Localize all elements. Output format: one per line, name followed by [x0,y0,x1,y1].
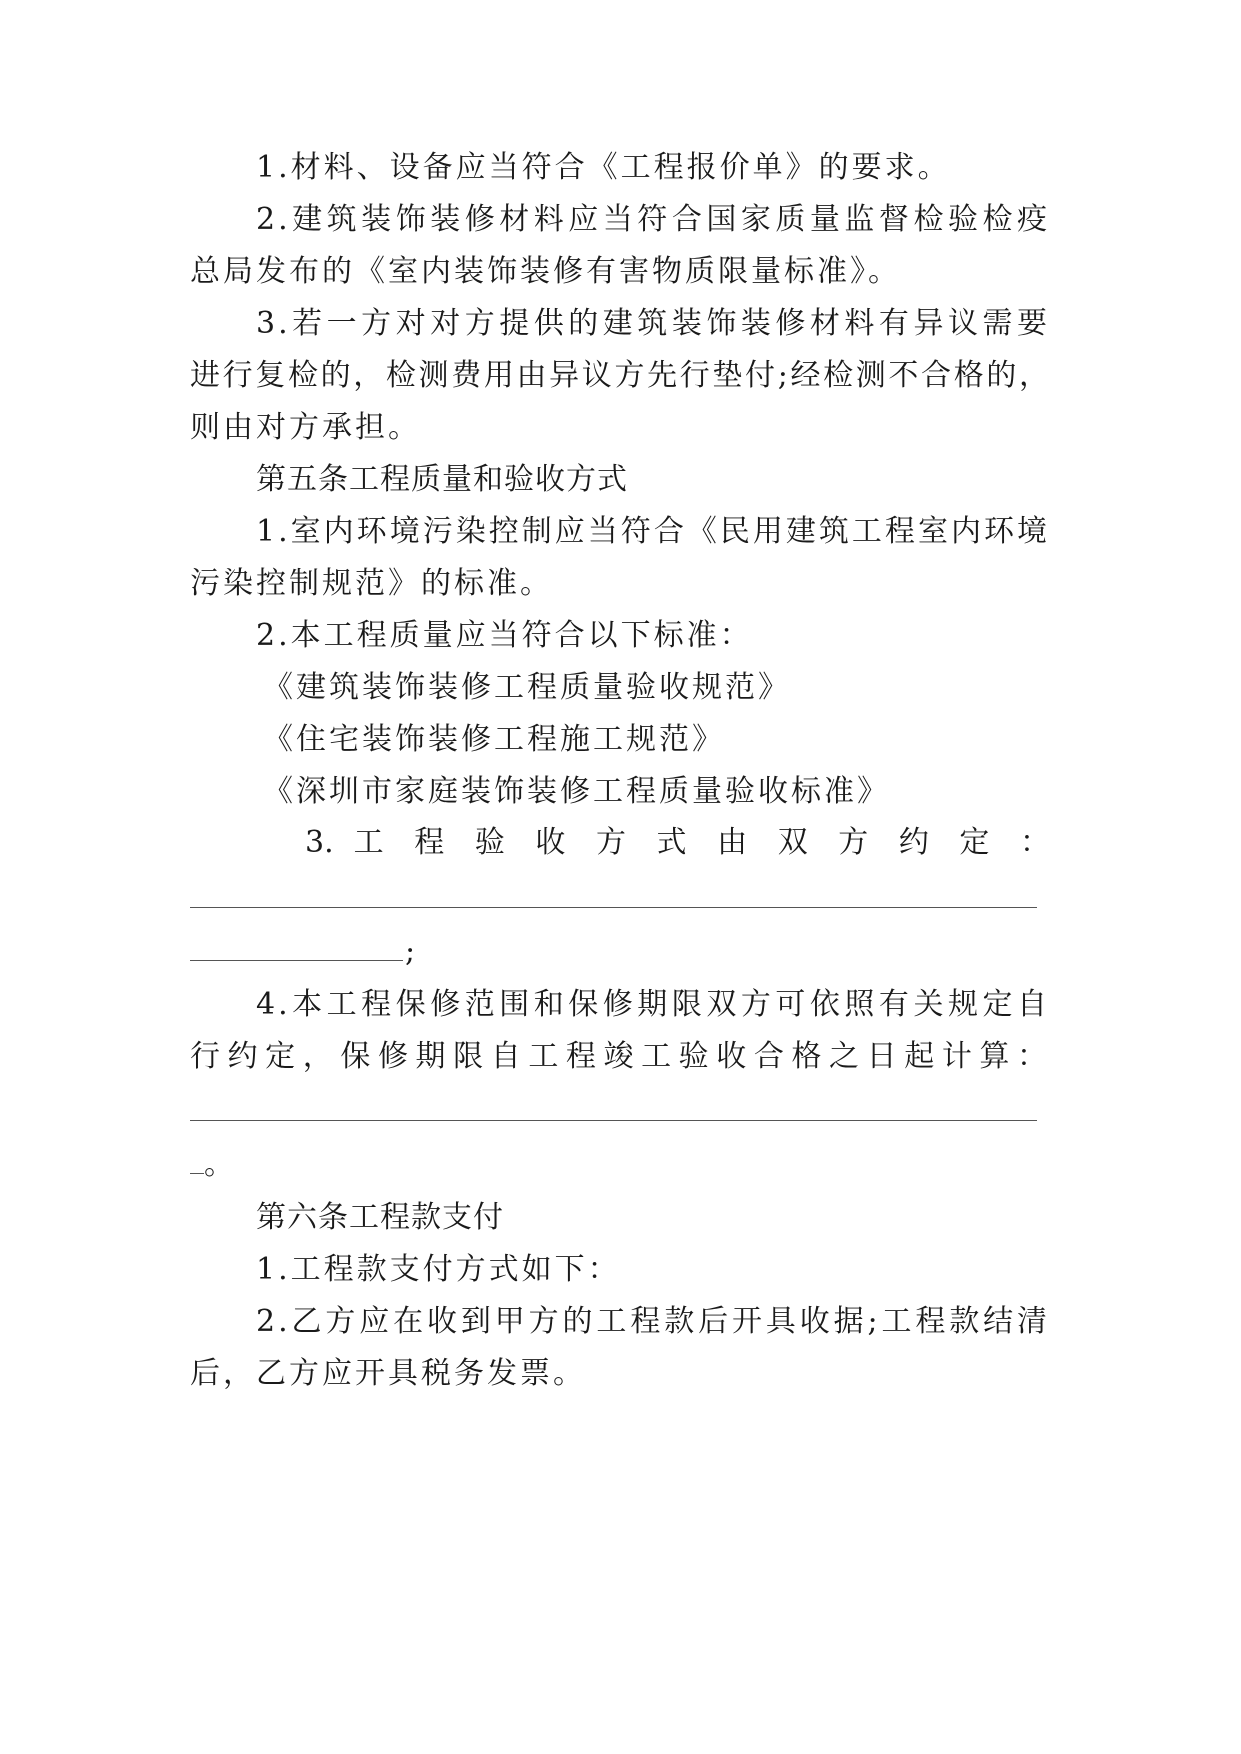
paragraph-line: 3. 工 程 验 收 方 式 由 双 方 约 定 ： [305,825,1050,860]
section-heading: 第五条工程质量和验收方式 [256,462,628,497]
paragraph-line: 3.若一方对对方提供的建筑装饰装修材料有异议需要 [256,306,1050,341]
paragraph-line: 1.材料、设备应当符合《工程报价单》的要求。 [256,150,951,185]
blank-underline [190,960,403,961]
section-heading: 第六条工程款支付 [256,1200,504,1235]
blank-underline [190,1173,204,1174]
paragraph-line: 2.本工程质量应当符合以下标准： [256,618,753,653]
paragraph-line: 。 [204,1147,234,1182]
standard-title: 《建筑装饰装修工程质量验收规范》 [263,670,791,705]
paragraph-line: 4.本工程保修范围和保修期限双方可依照有关规定自 [256,987,1050,1022]
paragraph-line: 2.建筑装饰装修材料应当符合国家质量监督检验检疫 [256,202,1050,237]
paragraph-line: 后，乙方应开具税务发票。 [190,1356,586,1391]
paragraph-line: 进行复检的，检测费用由异议方先行垫付;经检测不合格的， [190,358,1050,393]
paragraph-line: 1.室内环境污染控制应当符合《民用建筑工程室内环境 [256,514,1050,549]
paragraph-line: ; [405,934,416,969]
paragraph-line: 污染控制规范》的标准。 [190,566,553,601]
standard-title: 《住宅装饰装修工程施工规范》 [263,722,725,757]
standard-title: 《深圳市家庭装饰装修工程质量验收标准》 [263,774,890,809]
paragraph-line: 1.工程款支付方式如下： [256,1252,621,1287]
blank-underline [190,1120,1037,1121]
paragraph-line: 行约定，保修期限自工程竣工验收合格之日起计算： [190,1039,1050,1074]
paragraph-line: 总局发布的《室内装饰装修有害物质限量标准》。 [190,254,901,289]
paragraph-line: 2.乙方应在收到甲方的工程款后开具收据;工程款结清 [256,1304,1050,1339]
paragraph-line: 则由对方承担。 [190,410,421,445]
blank-underline [190,907,1037,908]
